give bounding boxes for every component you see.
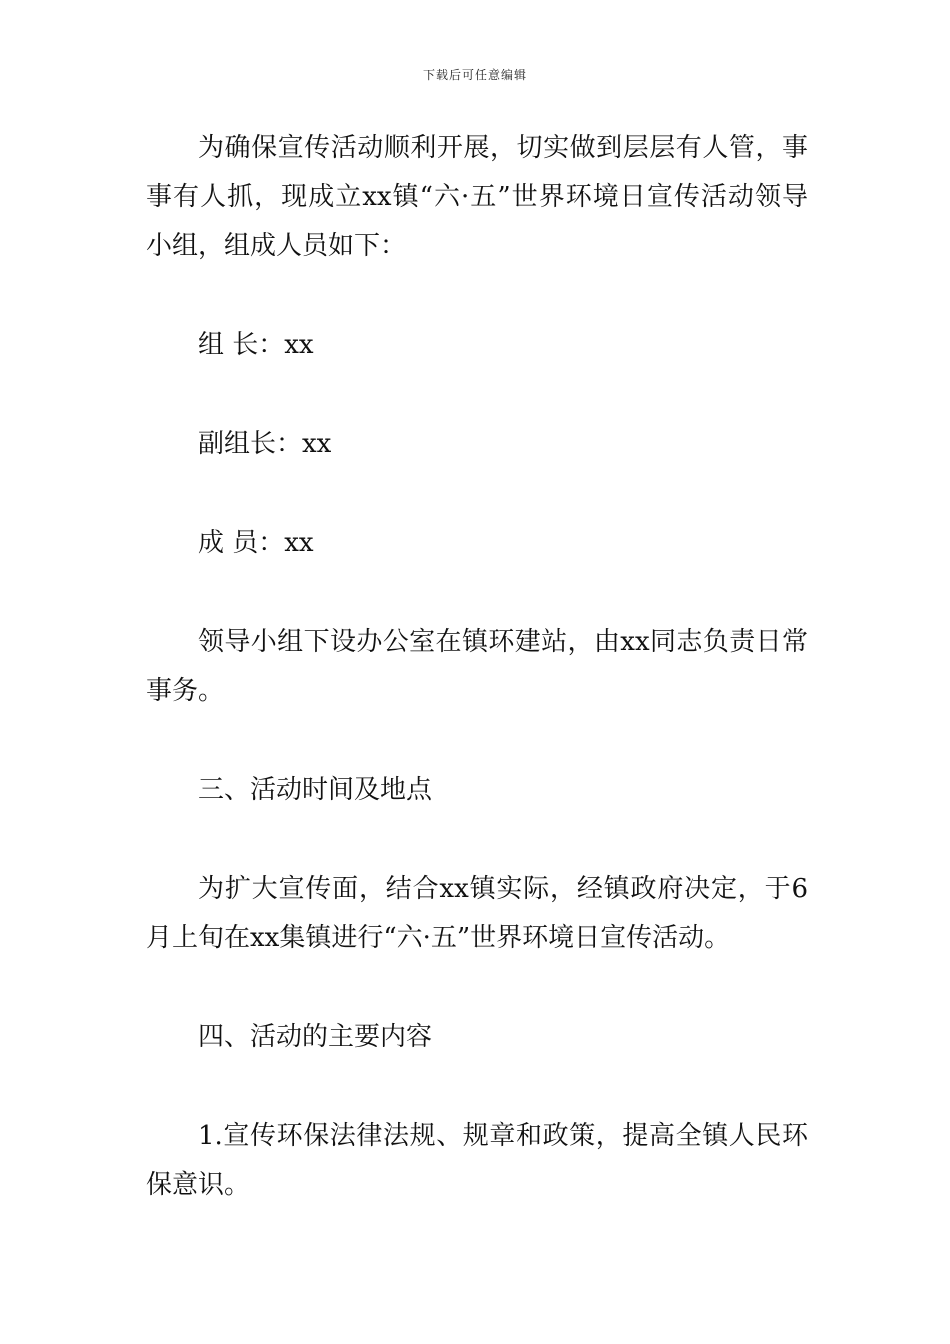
paragraph-group-leader: 组 长：xx [198, 330, 314, 360]
paragraph-members: 成 员：xx [198, 528, 314, 558]
paragraph-leadership-group: 为确保宣传活动顺利开展，切实做到层层有人管，事事有人抓，现成立xx镇“六·五”世界环境日宣传活动领导小组，组成人员如下： [146, 133, 808, 261]
section-heading-time-place: 三、活动时间及地点 [198, 775, 433, 805]
paragraph-item-1: 1.宣传环保法律法规、规章和政策，提高全镇人民环保意识。 [146, 1121, 808, 1200]
paragraph-office: 领导小组下设办公室在镇环建站，由xx同志负责日常事务。 [146, 627, 808, 706]
paragraph-time-place: 为扩大宣传面，结合xx镇实际，经镇政府决定，于6月上旬在xx集镇进行“六·五”世界环境日宣传活动。 [146, 874, 808, 953]
paragraph-deputy-leader: 副组长：xx [198, 429, 332, 459]
page-header: 下载后可任意编辑 [422, 68, 527, 82]
section-heading-main-content: 四、活动的主要内容 [198, 1022, 433, 1052]
document-body [146, 124, 808, 1260]
